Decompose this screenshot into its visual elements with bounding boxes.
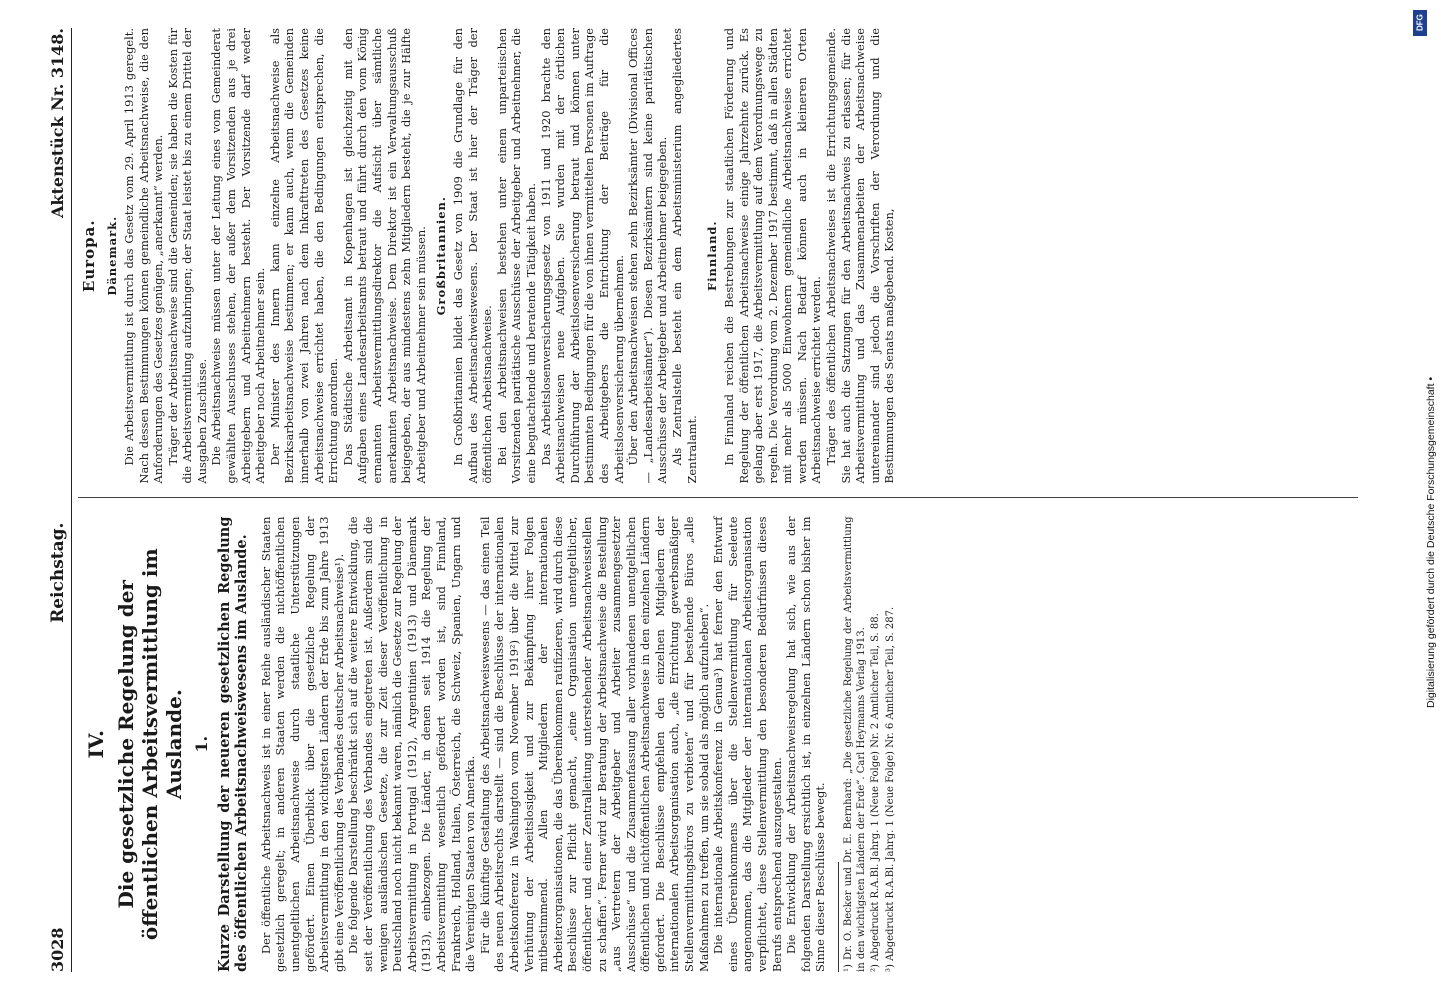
dfg-credit [1412, 8, 1437, 994]
country-heading: Dänemark. [105, 215, 120, 296]
footnote: ²) Abgedruckt R.A.Bl. Jahrg. 1 (Neue Folge) Nr. 2 Amtlicher Teil, S. 88. [870, 613, 881, 972]
country-heading: Finnland. [705, 220, 720, 291]
page-number: 3028 [48, 927, 67, 972]
paragraph: Der öffentliche Arbeitsnachweis ist in einer Reihe ausländischer Staaten gesetzlich geregelt; in anderen Staaten werden die nichtöffentlichen unentgeltlichen Arbeitsnachweise durch staatliche Unterstützungen gefördert. Einen Überblick über die gesetzliche Regelung der Arbeitsvermittlung in den wichtigsten Ländern der Erde bis zum Jahre 1913 gibt eine Veröffentlichung des Verbandes deutscher Arbeitsnachweise¹). [258, 516, 346, 972]
paragraph: Die Arbeitsnachweise müssen unter der Leitung eines vom Gemeinderat gewählten Ausschusses stehen, der außer dem Vorsitzenden aus je drei Arbeitgebern und Arbeitnehmern besteht. Der Vorsitzende darf weder Arbeitgeber noch Arbeitnehmer sein. [209, 28, 268, 484]
left-column [78, 517, 1358, 973]
paragraph: Für die künftige Gestaltung des Arbeitsnachweiswesens — das einen Teil des neuen Arbeitsrechts darstellt — sind die Beschlüsse der internationalen Arbeitskonferenz in Washington vom November 1919²) über die Mittel zur Verhütung der Arbeitslosigkeit und zur Bekämpfung ihrer Folgen mitbestimmend. Allen Mitgliedern der internationalen Arbeiterorganisationen, die das Übereinkommen ratifizieren, wird durch diese Beschlüsse zur Pflicht gemacht, „eine Organisation unentgeltlicher, öffentlicher und einer Zentralleitung unterstehender Arbeitsnachweisstellen zu schaffen“. Ferner wird zur Beratung der Arbeitsnachweise die Bestellung „aus Vertretern der Arbeitgeber und Arbeiter zusammengesetzter Ausschüsse“ und die Zusammenfassung aller vorhandenen unentgeltlichen öffentlichen und nichtöffentlichen Arbeitsnachweise in den einzelnen Ländern gefordert. Die Beschlüsse empfehlen den einzelnen Mitgliedern der internationalen Arbeitsorganisation auch, „die Errichtung gewerbsmäßiger Stellenvermittlungsbüros zu verbieten“ und für bestehende Büros „alle Maßnahmen zu treffen, um sie sobald als möglich aufzuheben“. [477, 516, 711, 972]
subsection-number: 1. [191, 735, 211, 753]
paragraph: Die internationale Arbeitskonferenz in Genua³) hat ferner den Entwurf eines Übereinkommens über die Stellenvermittlung für Seeleute angenommen, das die Mitglieder der internationalen Arbeitsorganisation verpflichtet, diese Stellenvermittlung den besonderen Bedürfnissen dieses Berufs entsprechend auszugestalten. [711, 516, 784, 972]
header-right: Aktenstück Nr. 3148. [48, 28, 67, 218]
section-roman: IV. [84, 730, 108, 759]
country-heading: Großbritannien. [434, 196, 449, 316]
paragraph: Die Entwicklung der Arbeitsnachweisregelung hat sich, wie aus der folgenden Darstellung ersichtlich ist, in einzelnen Ländern schon bisher im Sinne dieser Beschlüsse bewegt. [784, 516, 828, 972]
section-heading: Europa. [80, 219, 98, 293]
paragraph: Die Arbeitsvermittlung ist durch das Gesetz vom 29. April 1913 geregelt. Nach dessen Bestimmungen können gemeindliche Arbeitsnachweise, die den Anforderungen des Gesetzes genügen, „anerkannt“ werden. [121, 28, 166, 484]
credit-text: Digitalisierung gefördert durch die Deutsche Forschungsgemeinschaft • [1425, 376, 1437, 708]
paragraph: Das Städtische Arbeitsamt in Kopenhagen ist gleichzeitig mit den Aufgaben eines Landesarbeitsamts betraut und führt durch den vom König ernannten Arbeitsvermittlungsdirektor die Aufsicht über sämtliche anerkannten Arbeitsnachweise. Dem Direktor ist ein Verwaltungsausschuß beigegeben, der aus mindestens zehn Mitgliedern besteht, die je zur Hälfte Arbeitgeber und Arbeitnehmer sein müssen. [340, 28, 428, 484]
footnote: ³) Abgedruckt R.A.Bl. Jahrg. 1 (Neue Folge) Nr. 6 Amtlicher Teil, S. 287. [884, 606, 896, 972]
footnote-divider [838, 862, 839, 972]
paragraph: Träger des öffentlichen Arbeitsnachweises ist die Errichtungsgemeinde. Sie hat auch die Satzungen für den Arbeitsnachweis zu erlassen; für die Arbeitsvermittlung und das Zusammenarbeiten der Arbeitsnachweise untereinander sind jedoch die Vorschriften der Verordnung und die Bestimmungen des Senats maßgebend. Kosten, [824, 28, 897, 484]
paragraph: Bei den Arbeitsnachweisen bestehen unter einem unparteiischen Vorsitzenden paritätische Ausschüsse der Arbeitgeber und Arbeitnehmer, die eine begutachtende und beratende Tätigkeit haben. [494, 28, 539, 484]
dfg-logo-icon: DFG [1413, 10, 1427, 36]
paragraph: Das Arbeitslosenversicherungsgesetz von 1911 und 1920 brachte den Arbeitsnachweisen neue Aufgaben. Sie wurden mit der örtlichen Durchführung der Arbeitslosenversicherung betraut und können unter bestimmten Bedingungen für die von ihnen vermittelten Personen im Auftrage des Arbeitgebers die Entrichtung der Beiträge für die Arbeitslosenversicherung übernehmen. [538, 28, 626, 484]
right-column [78, 28, 1358, 499]
document-page [40, 10, 1380, 990]
header-center: Reichstag. [48, 522, 68, 623]
paragraph: Die folgende Darstellung beschränkt sich auf die weitere Entwicklung, die seit der Veröffentlichung des Verbandes eingetreten ist. Außerdem sind die wenigen ausländischen Gesetze, die zur Zeit dieser Veröffentlichung in Deutschland noch nicht bekannt waren, nämlich die Gesetze zur Regelung der Arbeitsvermittlung in Portugal (1912), Argentinien (1913) und Dänemark (1913), einbezogen. Die Länder, in denen seit 1914 die Regelung der Arbeitsvermittlung wesentlich gefördert worden ist, sind Finnland, Frankreich, Holland, Italien, Österreich, die Schweiz, Spanien, Ungarn und die Vereinigten Staaten von Amerika. [346, 516, 478, 972]
paragraph: Über den Arbeitsnachweisen stehen zehn Bezirksämter (Divisional Offices — „Landesarbeitsämter“). Diesen Bezirksämtern sind keine paritätischen Ausschüsse der Arbeitgeber und Arbeitnehmer beigegeben. [626, 28, 670, 484]
footnote: ¹) Dr. O. Becker und Dr. E. Bernhard: „Die gesetzliche Regelung der Arbeitsvermittlung in den wichtigsten Ländern der Erde“. Carl Heymanns Verlag 1913. [843, 516, 867, 972]
page-header [48, 28, 72, 972]
article-title: Die gesetzliche Regelung der öffentlichen Arbeitsvermittlung im Auslande. [113, 548, 186, 941]
subsection-title: Kurze Darstellung der neueren gesetzlichen Regelung des öffentlichen Arbeitsnachweiswesens im Auslande. [216, 516, 251, 972]
paragraph: Der Minister des Innern kann einzelne Arbeitsnachweise als Bezirksarbeitsnachweise bestimmen; er kann auch, wenn die Gemeinden innerhalb von zwei Jahren nach dem Inkrafttreten des Gesetzes keine Arbeitsnachweise errichtet haben, die den Bedingungen entsprechen, die Errichtung anordnen. [267, 28, 341, 484]
paragraph: In Finnland reichen die Bestrebungen zur staatlichen Förderung und Regelung der öffentlichen Arbeitsnachweise einige Jahrzehnte zurück. Es gelang aber erst 1917, die Arbeitsvermittlung auf dem Verordnungswege zu regeln. Die Verordnung vom 2. Dezember 1917 bestimmt, daß in allen Städten mit mehr als 5000 Einwohnern gemeindliche Arbeitsnachweise errichtet werden müssen. Nach Bedarf können auch in kleineren Orten Arbeitsnachweise errichtet werden. [721, 28, 824, 484]
paragraph: Als Zentralstelle besteht ein dem Arbeitsministerium angegliedertes Zentralamt. [670, 28, 699, 484]
paragraph: Träger der Arbeitsnachweise sind die Gemeinden; sie haben die Kosten für die Arbeitsvermittlung aufzubringen; der Staat leistet bis zu einem Drittel der Ausgaben Zuschüsse. [165, 28, 209, 484]
paragraph: In Großbritannien bildet das Gesetz von 1909 die Grundlage für den Aufbau des Arbeitsnachweiswesens. Der Staat ist hier der Träger der öffentlichen Arbeitsnachweise. [451, 28, 495, 484]
